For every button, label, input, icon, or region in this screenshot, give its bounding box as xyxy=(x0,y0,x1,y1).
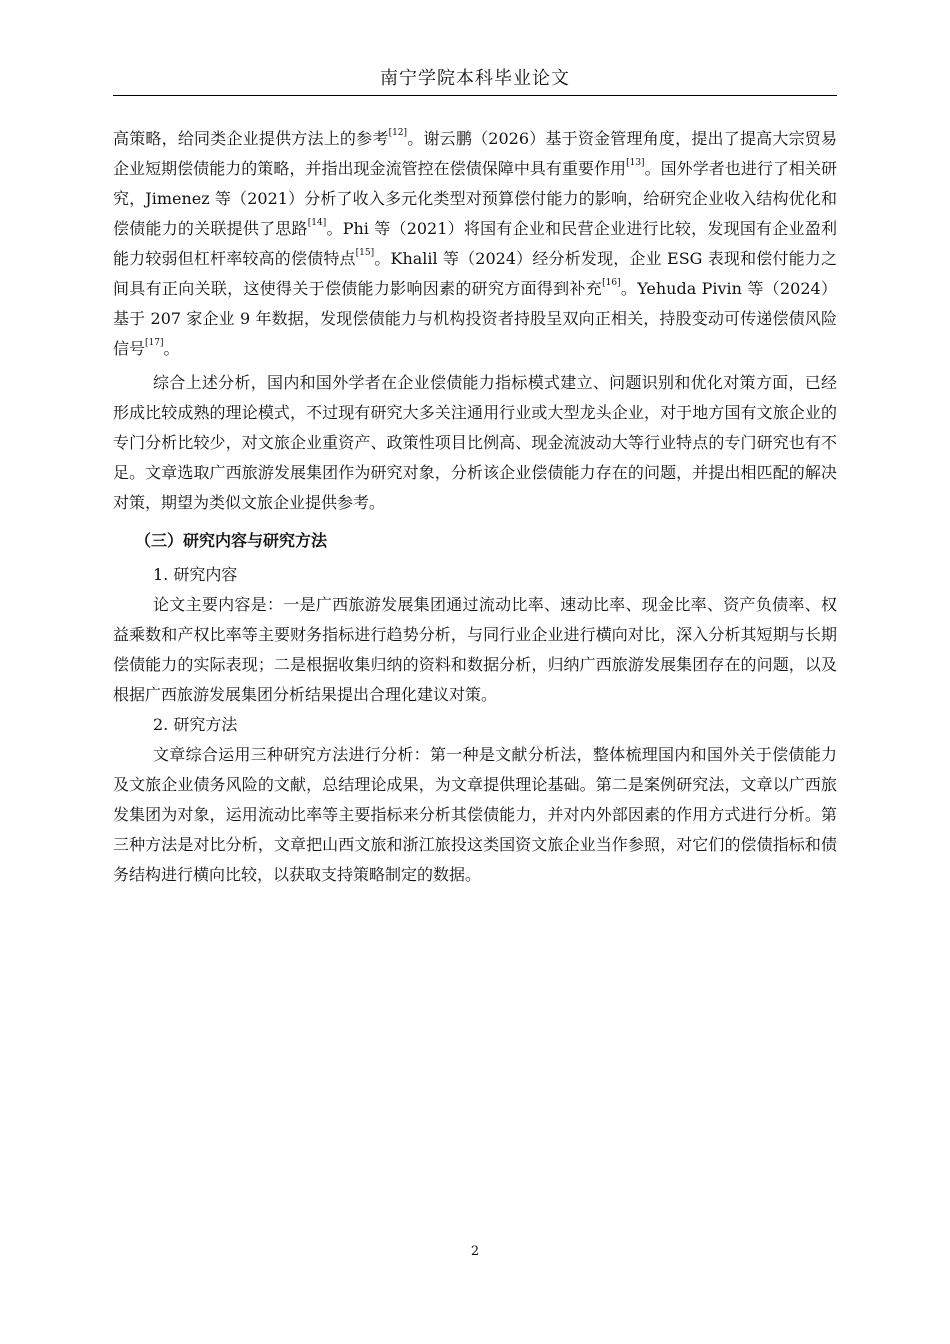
page-header-title: 南宁学院本科毕业论文 xyxy=(380,68,570,89)
page-number: 2 xyxy=(470,1244,480,1259)
text-run: 高策略，给同类企业提供方法上的参考 xyxy=(113,129,389,148)
citation-ref: [12] xyxy=(388,128,408,138)
paragraph-research-methods: 文章综合运用三种研究方法进行分析：第一种是文献分析法，整体梳理国内和国外关于偿债能力及文旅企业债务风险的文献，总结理论成果，为文章提供理论基础。第二是案例研究法，文章以广西旅发集团为对象，运用流动比率等主要指标来分析其偿债能力，并对内外部因素的作用方式进行分析。第三种方法是对比分析，文章把山西文旅和浙江旅投这类国资文旅企业当作参照，对它们的偿债指标和债务结构进行横向比较，以获取支持策略制定的数据。 xyxy=(113,745,837,884)
text-run: 。Phi 等（2021）将国有企业和民营企业进行比较，发现国有企业盈利能力较弱但杠杆率较高的偿债特点 xyxy=(113,219,837,268)
section-heading: （三）研究内容与研究方法 xyxy=(135,531,328,550)
citation-ref: [16] xyxy=(602,278,621,288)
text-run: 。Yehuda Pivin 等（2024）基于 207 家企业 9 年数据，发现偿债能力与机构投资者持股呈双向正相关，持股变动可传递偿债风险信号 xyxy=(113,279,837,358)
text-run: 。Khalil 等（2024）经分析发现，企业 ESG 表现和偿付能力之间具有正向关联，这使得关于偿债能力影响因素的研究方面得到补充 xyxy=(113,249,837,298)
paragraph-summary: 综合上述分析，国内和国外学者在企业偿债能力指标模式建立、问题识别和优化对策方面，已经形成比较成熟的理论模式，不过现有研究大多关注通用行业或大型龙头企业，对于地方国有文旅企业的专门分析比较少，对文旅企业重资产、政策性项目比例高、现金流波动大等行业特点的专门研究也有不足。文章选取广西旅游发展集团作为研究对象，分析该企业偿债能力存在的问题，并提出相匹配的解决对策，期望为类似文旅企业提供参考。 xyxy=(113,373,837,512)
text-run: 。 xyxy=(163,339,180,358)
paragraph-research-content: 论文主要内容是：一是广西旅游发展集团通过流动比率、速动比率、现金比率、资产负债率、权益乘数和产权比率等主要财务指标进行趋势分析，与同行业企业进行横向对比，深入分析其短期与长期偿债能力的实际表现；二是根据收集归纳的资料和数据分析，归纳广西旅游发展集团存在的问题，以及根据广西旅游发展集团分析结果提出合理化建议对策。 xyxy=(113,595,837,704)
subheading-research-methods: 2. 研究方法 xyxy=(153,715,238,734)
citation-ref: [14] xyxy=(307,218,327,228)
paragraph-literature-review xyxy=(113,124,837,364)
body-content xyxy=(113,124,837,890)
citation-ref: [13] xyxy=(626,158,645,168)
text-run: 。国外学者也进行了相关研究，Jimenez 等（2021）分析了收入多元化类型对预算偿付能力的影响，给研究企业收入结构优化和偿债能力的关联提供了思路 xyxy=(113,159,837,238)
header-divider xyxy=(113,95,837,96)
citation-ref: [17] xyxy=(145,338,164,348)
subheading-research-content: 1. 研究内容 xyxy=(153,565,238,584)
citation-ref: [15] xyxy=(355,248,375,258)
text-run: 。谢云鹏（2026）基于资金管理角度，提出了提高大宗贸易企业短期偿债能力的策略，并指出现金流管控在偿债保障中具有重要作用 xyxy=(113,129,837,178)
